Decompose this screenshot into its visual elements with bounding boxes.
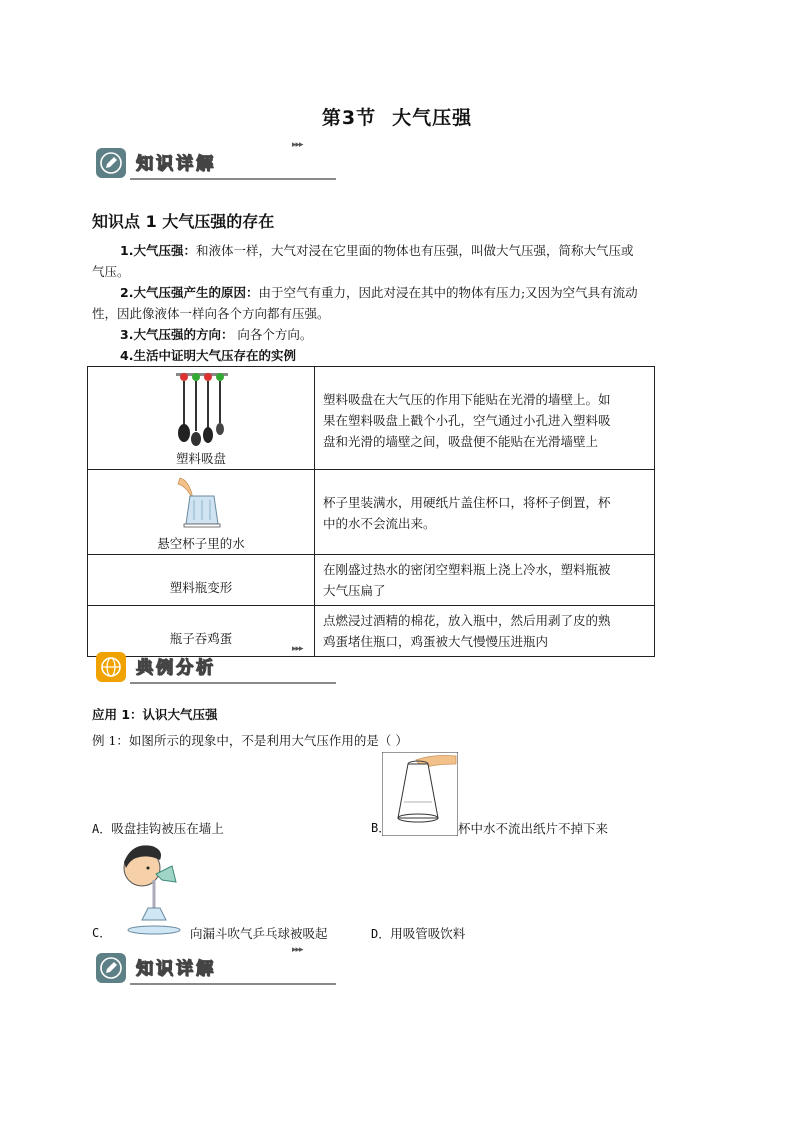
table-row [88, 470, 655, 555]
item-term: 3.大气压强的方向： [120, 327, 234, 342]
example-line: 大气压扁了 [323, 583, 386, 598]
section-name: 大气压强 [392, 107, 473, 129]
table-cell-text [315, 555, 655, 606]
example-line: 中的水不会流出来。 [323, 516, 436, 531]
option-c-letter: C． [92, 926, 112, 940]
item-3 [92, 324, 702, 345]
banner-label: 知识详解 [136, 959, 216, 979]
arrows-decoration: ▸▸▸ [292, 644, 303, 654]
option-d-letter: D． [371, 927, 391, 941]
examples-banner [96, 644, 346, 686]
example-line: 杯子里装满水，用硬纸片盖住杯口，将杯子倒置，杯 [323, 495, 611, 510]
pencil-icon [96, 148, 126, 178]
section-number: 第3节 [321, 107, 377, 129]
example-caption: 塑料瓶变形 [169, 580, 233, 595]
item-term: 2.大气压强产生的原因： [120, 285, 259, 300]
example-caption: 塑料吸盘 [175, 451, 226, 466]
example-line: 在刚盛过热水的密闭空塑料瓶上浇上冷水，塑料瓶被 [323, 562, 611, 577]
item-2-cont: 性，因此像液体一样向各个方向都有压强。 [92, 306, 330, 321]
example-caption: 瓶子吞鸡蛋 [169, 631, 233, 646]
banner-label: 知识详解 [136, 154, 216, 174]
item-term: 4.生活中证明大气压存在的实例 [120, 348, 296, 363]
item-body: 由于空气有重力，因此对浸在其中的物体有压力;又因为空气具有流动 [258, 285, 638, 300]
option-a-letter: A． [92, 822, 112, 836]
option-b-image [382, 752, 458, 836]
example-line: 果在塑料吸盘上戳个小孔，空气通过小孔进入塑料吸 [323, 413, 611, 428]
option-b-text: 杯中水不流出纸片不掉下来 [458, 821, 609, 836]
banner-underline [130, 178, 336, 180]
option-a[interactable] [92, 819, 224, 837]
table-cell-text [315, 470, 655, 555]
table-cell-image [88, 555, 315, 606]
banner-label: 典例分析 [136, 658, 216, 678]
option-b-letter-wrap[interactable] [371, 819, 390, 836]
option-c-text: 向漏斗吹气乒乓球被吸起 [190, 926, 328, 941]
table-row [88, 555, 655, 606]
page-title [0, 103, 794, 130]
examples-table [87, 366, 655, 657]
knowledge-banner-2 [96, 945, 346, 987]
table-cell-image [88, 367, 315, 470]
option-d-text: 用吸管吸饮料 [390, 926, 466, 941]
table-cell-image [88, 606, 315, 657]
table-cell-text [315, 367, 655, 470]
item-4 [92, 345, 702, 366]
example-line: 点燃浸过酒精的棉花，放入瓶中，然后用剥了皮的熟 [323, 613, 611, 628]
table-row [88, 606, 655, 657]
table-cell-text [315, 606, 655, 657]
example-line: 鸡蛋堵住瓶口，鸡蛋被大气慢慢压进瓶内 [323, 634, 549, 649]
banner-underline [130, 983, 336, 985]
knowledge-banner [96, 140, 346, 182]
option-c-letter-wrap[interactable] [92, 924, 111, 941]
item-body: 向各个方向。 [233, 327, 313, 342]
item-1-cont: 气压。 [92, 264, 130, 279]
option-d[interactable] [371, 924, 465, 942]
topic-heading: 知识点 1 大气压强的存在 [92, 212, 275, 231]
option-b-letter: B． [371, 821, 391, 835]
application-heading: 应用 1：认识大气压强 [92, 707, 218, 722]
example-line: 盘和光滑的墙壁之间，吸盘便不能贴在光滑墙壁上 [323, 434, 599, 449]
topic-items [92, 240, 702, 366]
pencil-icon [96, 953, 126, 983]
inverted-cup-image [174, 474, 228, 532]
option-a-text: 吸盘挂钩被压在墙上 [111, 821, 224, 836]
item-term: 1.大气压强： [120, 243, 196, 258]
item-2 [92, 282, 702, 303]
globe-icon [96, 652, 126, 682]
option-c-image [112, 838, 188, 938]
table-row [88, 367, 655, 470]
table-cell-image [88, 470, 315, 555]
arrows-decoration: ▸▸▸ [292, 945, 303, 955]
item-body: 和液体一样，大气对浸在它里面的物体也有压强，叫做大气压强，简称大气压或 [195, 243, 634, 258]
item-1 [92, 240, 702, 261]
banner-underline [130, 682, 336, 684]
arrows-decoration: ▸▸▸ [292, 140, 303, 150]
question-text: 例 1：如图所示的现象中，不是利用大气压作用的是（ ） [92, 733, 408, 748]
example-line: 塑料吸盘在大气压的作用下能贴在光滑的墙壁上。如 [323, 392, 611, 407]
example-caption: 悬空杯子里的水 [157, 536, 245, 551]
suction-hooks-image [172, 371, 232, 447]
